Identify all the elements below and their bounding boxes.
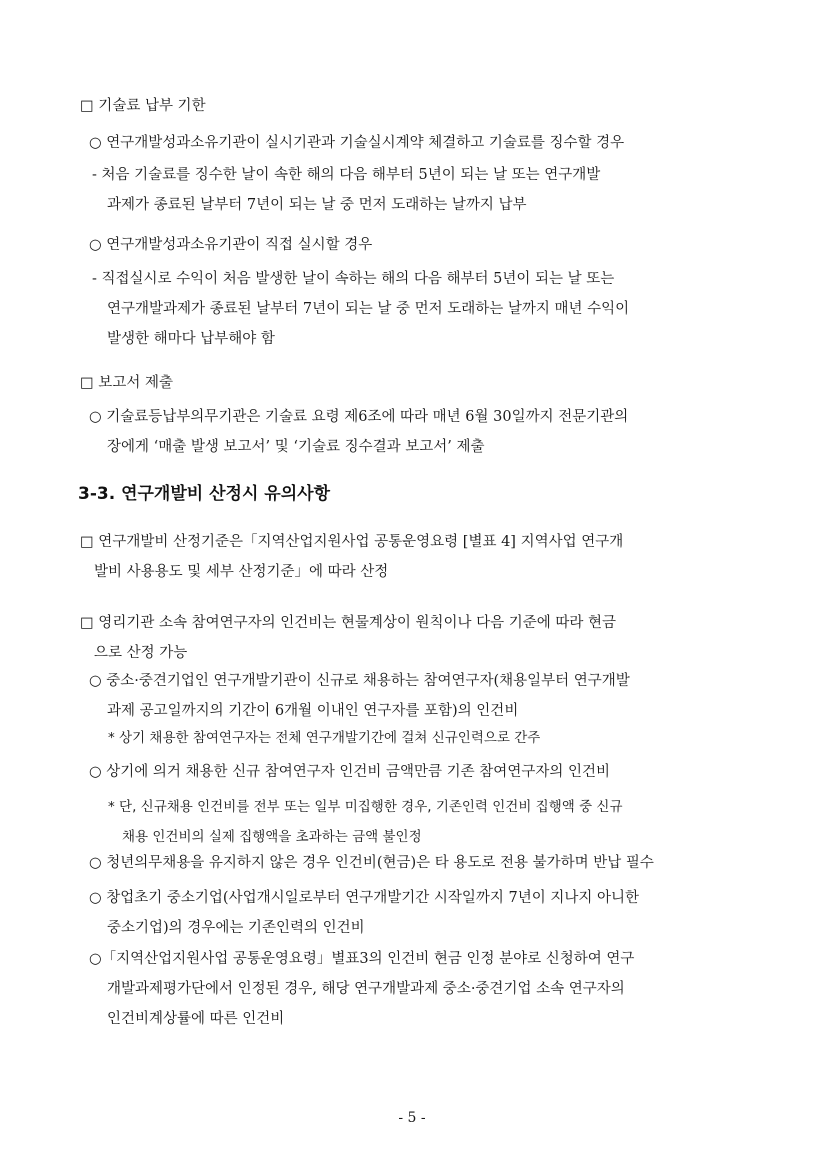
new-hire-note: * 상기 채용한 참여연구자는 전체 연구개발기간에 걸쳐 신규인력으로 간주 <box>108 730 541 746</box>
labor-cost-item-new-hire: ○ 중소·중견기업인 연구개발기관이 신규로 채용하는 참여연구자(채용일부터 연구개발 과제 공고일까지의 기간이 6개월 이내인 연구자를 포함)의 인건비 <box>89 673 630 719</box>
tech-fee-item-direct: ○ 연구개발성과소유기관이 직접 실시할 경우 <box>89 237 373 253</box>
report-item: ○ 기술료등납부의무기관은 기술료 요령 제6조에 따라 매년 6월 30일까지 전문기관의 장에게 ‘매출 발생 보고서’ 및 ‘기술료 징수결과 보고서’ 제출 <box>89 409 629 455</box>
cost-basis-paragraph: □ 연구개발비 산정기준은「지역산업지원사업 공통운영요령 [별표 4] 지역사업 연구개 발비 사용용도 및 세부 산정기준」에 따라 산정 <box>80 534 624 580</box>
labor-cost-item-startup: ○ 창업초기 중소기업(사업개시일로부터 연구개발기간 시작일까지 7년이 지나지 아니한 중소기업)의 경우에는 기존인력의 인건비 <box>89 890 640 936</box>
page-number: - 5 - <box>398 1110 426 1126</box>
labor-cost-item-existing: ○ 상기에 의거 채용한 신규 참여연구자 인건비 금액만큼 기존 참여연구자의 인건비 <box>89 764 610 780</box>
tech-fee-item-contract-detail: - 처음 기술료를 징수한 날이 속한 해의 다음 해부터 5년이 되는 날 또는 연구개발 과제가 종료된 날부터 7년이 되는 날 중 먼저 도래하는 날까지 납부 <box>92 167 601 213</box>
existing-note: * 단, 신규채용 인건비를 전부 또는 일부 미집행한 경우, 기존인력 인건비 집행액 중 신규 채용 인건비의 실제 집행액을 초과하는 금액 불인정 <box>108 799 623 845</box>
labor-cost-paragraph: □ 영리기관 소속 참여연구자의 인건비는 현물계상이 원칙이나 다음 기준에 따라 현금 으로 산정 가능 <box>80 615 617 661</box>
labor-cost-item-appendix: ○「지역산업지원사업 공통운영요령」별표3의 인건비 현금 인정 분야로 신청하여 연구 개발과제평가단에서 인정된 경우, 해당 연구개발과제 중소·중견기업 소속 연구자의 인건비계상률에 따른 인건비 <box>89 951 635 1027</box>
tech-fee-heading: □ 기술료 납부 기한 <box>80 98 206 114</box>
report-heading: □ 보고서 제출 <box>80 375 173 391</box>
tech-fee-item-contract: ○ 연구개발성과소유기관이 실시기관과 기술실시계약 체결하고 기술료를 징수할 경우 <box>89 135 625 151</box>
section-3-3-title: 3-3. 연구개발비 산정시 유의사항 <box>78 484 330 504</box>
labor-cost-item-youth: ○ 청년의무채용을 유지하지 않은 경우 인건비(현금)은 타 용도로 전용 불가하며 반납 필수 <box>89 855 654 871</box>
tech-fee-item-direct-detail: - 직접실시로 수익이 처음 발생한 날이 속하는 해의 다음 해부터 5년이 되는 날 또는 연구개발과제가 종료된 날부터 7년이 되는 날 중 먼저 도래하는 날까지 매년 수익이 발생한 해마다 납부해야 함 <box>92 271 630 347</box>
